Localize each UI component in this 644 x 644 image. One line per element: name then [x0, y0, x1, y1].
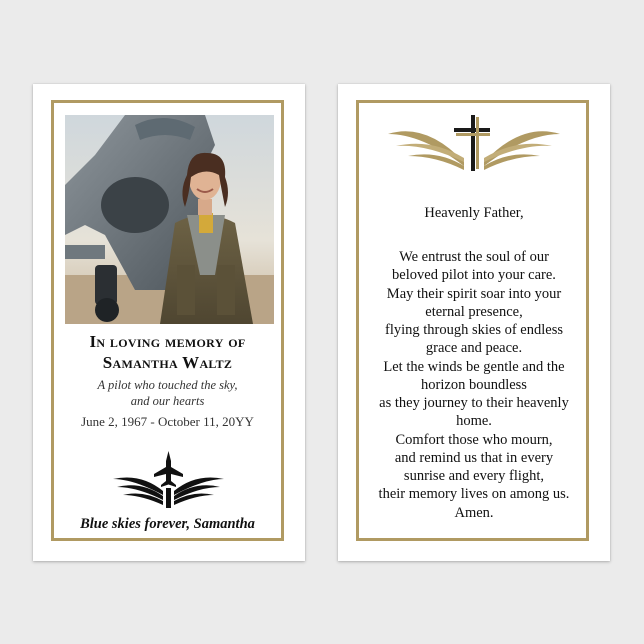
pilot-photo — [65, 115, 274, 324]
prayer-line: sunrise and every flight, — [403, 468, 545, 484]
heading-line-1: In loving memory of — [89, 332, 246, 351]
prayer-line: home. — [456, 413, 492, 430]
prayer-line: Amen. — [454, 504, 494, 521]
prayer-text — [358, 248, 590, 522]
prayer-line: beloved pilot into your care. — [392, 267, 556, 284]
tagline-line-2: and our hearts — [130, 394, 205, 408]
prayer-line: as they journey to their heavenly — [379, 395, 569, 411]
prayer-line: flying through skies of endless — [384, 322, 563, 338]
memorial-card-front — [33, 84, 305, 561]
prayer-line: We entrust the soul of our — [399, 249, 549, 265]
prayer-line: eternal presence, — [425, 303, 523, 320]
prayer-line: their memory lives on among us. — [378, 486, 570, 503]
farewell-line: Blue skies forever, Samantha — [80, 516, 255, 532]
deceased-name: Samantha Waltz — [102, 353, 233, 372]
memorial-card-back — [338, 84, 610, 561]
prayer-line: Comfort those who mourn, — [395, 431, 553, 448]
prayer-line: grace and peace. — [425, 340, 523, 357]
winged-jet-icon — [111, 449, 226, 509]
tagline-line-1: A pilot who touched the sky, — [97, 378, 238, 392]
prayer-line: and remind us that in every — [394, 449, 554, 466]
tagline — [53, 377, 282, 409]
winged-cross-icon — [386, 114, 562, 172]
prayer-line: May their spirit soar into your — [386, 285, 562, 302]
memorial-heading — [53, 331, 282, 373]
prayer-line: horizon boundless — [421, 376, 527, 393]
life-dates: June 2, 1967 - October 11, 20YY — [81, 414, 254, 429]
prayer-greeting: Heavenly Father, — [424, 205, 524, 221]
prayer-line: Let the winds be gentle and the — [383, 358, 565, 375]
